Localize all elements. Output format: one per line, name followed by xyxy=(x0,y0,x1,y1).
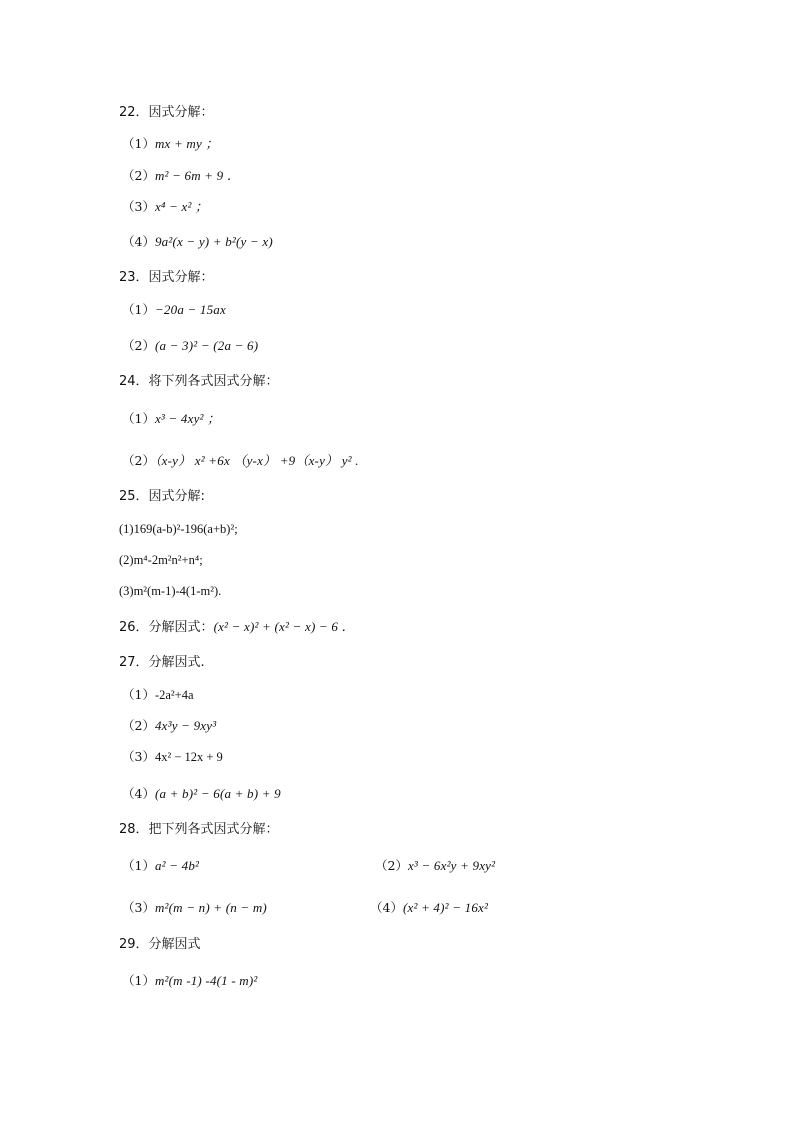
problem-number: 24． xyxy=(119,374,149,389)
part-expression: (a − 3)² − (2a − 6) xyxy=(154,338,259,353)
part-label: （2） xyxy=(122,718,155,733)
part-label: （2） xyxy=(122,168,155,183)
problem-title: 因式分解: xyxy=(148,489,205,504)
problem-number: 23． xyxy=(119,270,149,285)
problem-23-heading xyxy=(119,269,214,287)
part-expression: a² − 4b² xyxy=(154,858,200,873)
problem-24-part-2 xyxy=(122,452,359,470)
part-label: （4） xyxy=(370,900,403,915)
problem-22-heading xyxy=(119,104,214,122)
part-label: （4） xyxy=(122,786,155,801)
part-label: （1） xyxy=(122,858,155,873)
part-expression: (a + b)² − 6(a + b) + 9 xyxy=(154,786,281,801)
problem-number: 29． xyxy=(119,937,149,952)
problem-24-part-1 xyxy=(122,410,220,428)
problem-title: 将下列各式因式分解： xyxy=(148,374,279,389)
problem-title: 因式分解： xyxy=(148,270,214,285)
part-label: （3） xyxy=(122,900,155,915)
problem-27-heading xyxy=(119,654,205,672)
problem-29-heading xyxy=(119,936,201,954)
problem-29-part-1 xyxy=(122,972,258,990)
problem-number: 26． xyxy=(119,620,149,635)
part-label: （4） xyxy=(122,234,155,249)
part-label: （1） xyxy=(122,136,155,151)
part-expression: （x-y） x² +6x （y-x） +9（x-y） y² . xyxy=(154,453,359,468)
problem-22-part-2 xyxy=(122,167,240,185)
problem-expression: (x² − x)² + (x² − x) − 6 ． xyxy=(213,619,355,634)
part-expression: x⁴ − x² ； xyxy=(154,199,209,214)
problem-number: 27． xyxy=(119,655,149,670)
problem-28-part-1 xyxy=(122,857,199,875)
problem-28-heading xyxy=(119,821,279,839)
problem-number: 25． xyxy=(119,489,149,504)
problem-28-part-4 xyxy=(370,899,488,917)
part-expression: m² − 6m + 9 ． xyxy=(154,168,241,183)
part-expression: −20a − 15ax xyxy=(154,302,226,317)
part-expression: m⁴-2m²n²+n⁴; xyxy=(133,553,203,567)
part-label: （2） xyxy=(122,338,155,353)
part-expression: 4x² − 12x + 9 xyxy=(154,750,223,764)
part-expression: 169(a-b)²-196(a+b)²; xyxy=(133,522,238,536)
problem-title: 分解因式： xyxy=(148,620,214,635)
part-label: （3） xyxy=(122,199,155,214)
part-expression: x³ − 6x²y + 9xy² xyxy=(407,858,496,873)
part-label: (1) xyxy=(119,522,134,536)
part-label: （1） xyxy=(122,687,155,702)
problem-title: 分解因式 xyxy=(148,937,201,952)
problem-24-heading xyxy=(119,373,279,391)
problem-28-part-3 xyxy=(122,899,267,917)
problem-number: 22． xyxy=(119,105,149,120)
part-expression: mx + my ； xyxy=(154,136,219,151)
problem-number: 28． xyxy=(119,822,149,837)
problem-22-part-3 xyxy=(122,198,208,216)
part-expression: -2a²+4a xyxy=(154,688,194,702)
part-label: (3) xyxy=(119,584,134,598)
part-label: （1） xyxy=(122,973,155,988)
part-expression: x³ − 4xy² ； xyxy=(154,411,221,426)
problem-title: 因式分解： xyxy=(148,105,214,120)
problem-title: 分解因式. xyxy=(148,655,205,670)
part-label: （2） xyxy=(122,453,155,468)
part-label: （3） xyxy=(122,749,155,764)
part-expression: 9a²(x − y) + b²(y − x) xyxy=(154,234,273,249)
problem-22-part-1 xyxy=(122,135,219,153)
problem-27-part-4 xyxy=(122,785,281,803)
problem-23-part-1 xyxy=(122,301,226,319)
problem-27-part-3 xyxy=(122,748,223,766)
problem-22-part-4 xyxy=(122,233,273,251)
problem-25-heading xyxy=(119,488,205,506)
problem-25-part-2 xyxy=(119,551,203,569)
problem-25-part-3 xyxy=(119,582,221,600)
part-label: (2) xyxy=(119,553,134,567)
part-expression: (x² + 4)² − 16x² xyxy=(402,900,489,915)
problem-26-heading xyxy=(119,618,355,637)
part-expression: m²(m-1)-4(1-m²). xyxy=(133,584,222,598)
part-label: （1） xyxy=(122,411,155,426)
part-label: （1） xyxy=(122,302,155,317)
part-expression: 4x³y − 9xy³ xyxy=(154,718,217,733)
problem-title: 把下列各式因式分解： xyxy=(148,822,279,837)
problem-27-part-1 xyxy=(122,686,194,704)
part-expression: m²(m − n) + (n − m) xyxy=(154,900,267,915)
problem-27-part-2 xyxy=(122,717,216,735)
problem-25-part-1 xyxy=(119,520,238,538)
problem-23-part-2 xyxy=(122,337,258,355)
part-label: （2） xyxy=(375,858,408,873)
part-expression: m²(m -1) -4(1 - m)² xyxy=(154,973,258,988)
problem-28-part-2 xyxy=(375,857,495,875)
